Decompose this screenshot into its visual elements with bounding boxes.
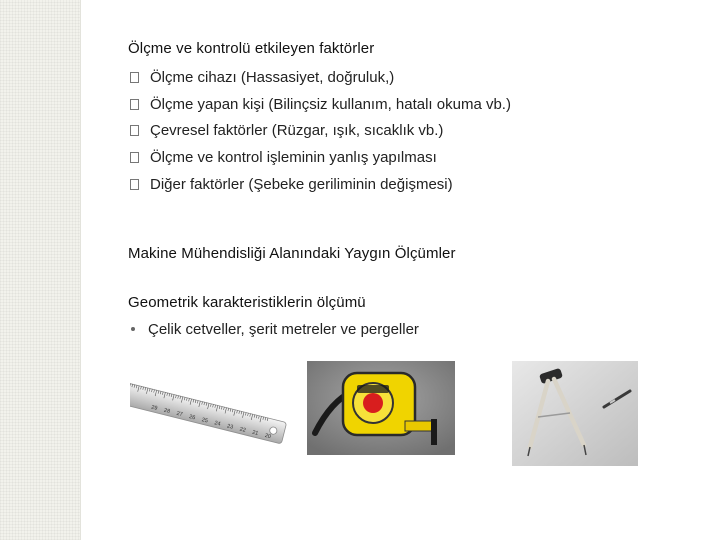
ruler-number: 21 [251,429,259,437]
ruler-number: 26 [188,413,196,422]
steel-ruler-photo [130,360,296,480]
tape-hook [431,419,437,445]
section-heading: Makine Mühendisliği Alanındaki Yaygın Ölçümler [128,245,456,262]
list-item [128,144,511,171]
ruler-number: 25 [201,417,209,425]
factor-text: Ölçme yapan kişi (Bilinçsiz kullanım, hatalı okuma vb.) [150,95,511,113]
photo-background [512,361,638,466]
list-item [128,64,511,91]
ruler-number: 29 [150,404,158,412]
compass-photo [512,361,638,466]
tape-blade [405,421,433,431]
ruler-number: 22 [238,426,247,434]
box-bullet-icon [130,72,139,83]
list-item [128,171,511,198]
box-bullet-icon [130,179,139,190]
ruler-number: 28 [163,407,171,415]
list-item [128,318,419,340]
factor-list [128,64,511,198]
factors-heading: Ölçme ve kontrolü etkileyen faktörler [128,40,375,57]
box-bullet-icon [130,152,139,163]
sub-heading: Geometrik karakteristiklerin ölçümü [128,294,366,311]
list-item [128,91,511,118]
decorative-side-stripe [0,0,80,540]
box-bullet-icon [130,125,139,136]
tape-measure-photo [307,361,455,455]
factor-text: Ölçme cihazı (Hassasiyet, doğruluk,) [150,68,395,86]
factor-text: Çevresel faktörler (Rüzgar, ışık, sıcaklık vb.) [150,122,444,140]
ruler-number: 24 [213,420,222,428]
side-stripe-edge [80,0,81,540]
factor-text: Diğer faktörler (Şebeke geriliminin değişmesi) [150,176,453,194]
box-bullet-icon [130,99,139,110]
ruler-number: 27 [175,410,184,419]
ruler-number: 23 [226,423,234,431]
tools-list [128,318,419,340]
dot-bullet-icon [131,327,135,331]
list-item [128,118,511,145]
tools-text: Çelik cetveller, şerit metreler ve pergeller [148,320,419,338]
ruler-number: 20 [264,432,272,441]
factor-text: Ölçme ve kontrol işleminin yanlış yapılması [150,149,437,167]
tape-logo [363,393,383,413]
